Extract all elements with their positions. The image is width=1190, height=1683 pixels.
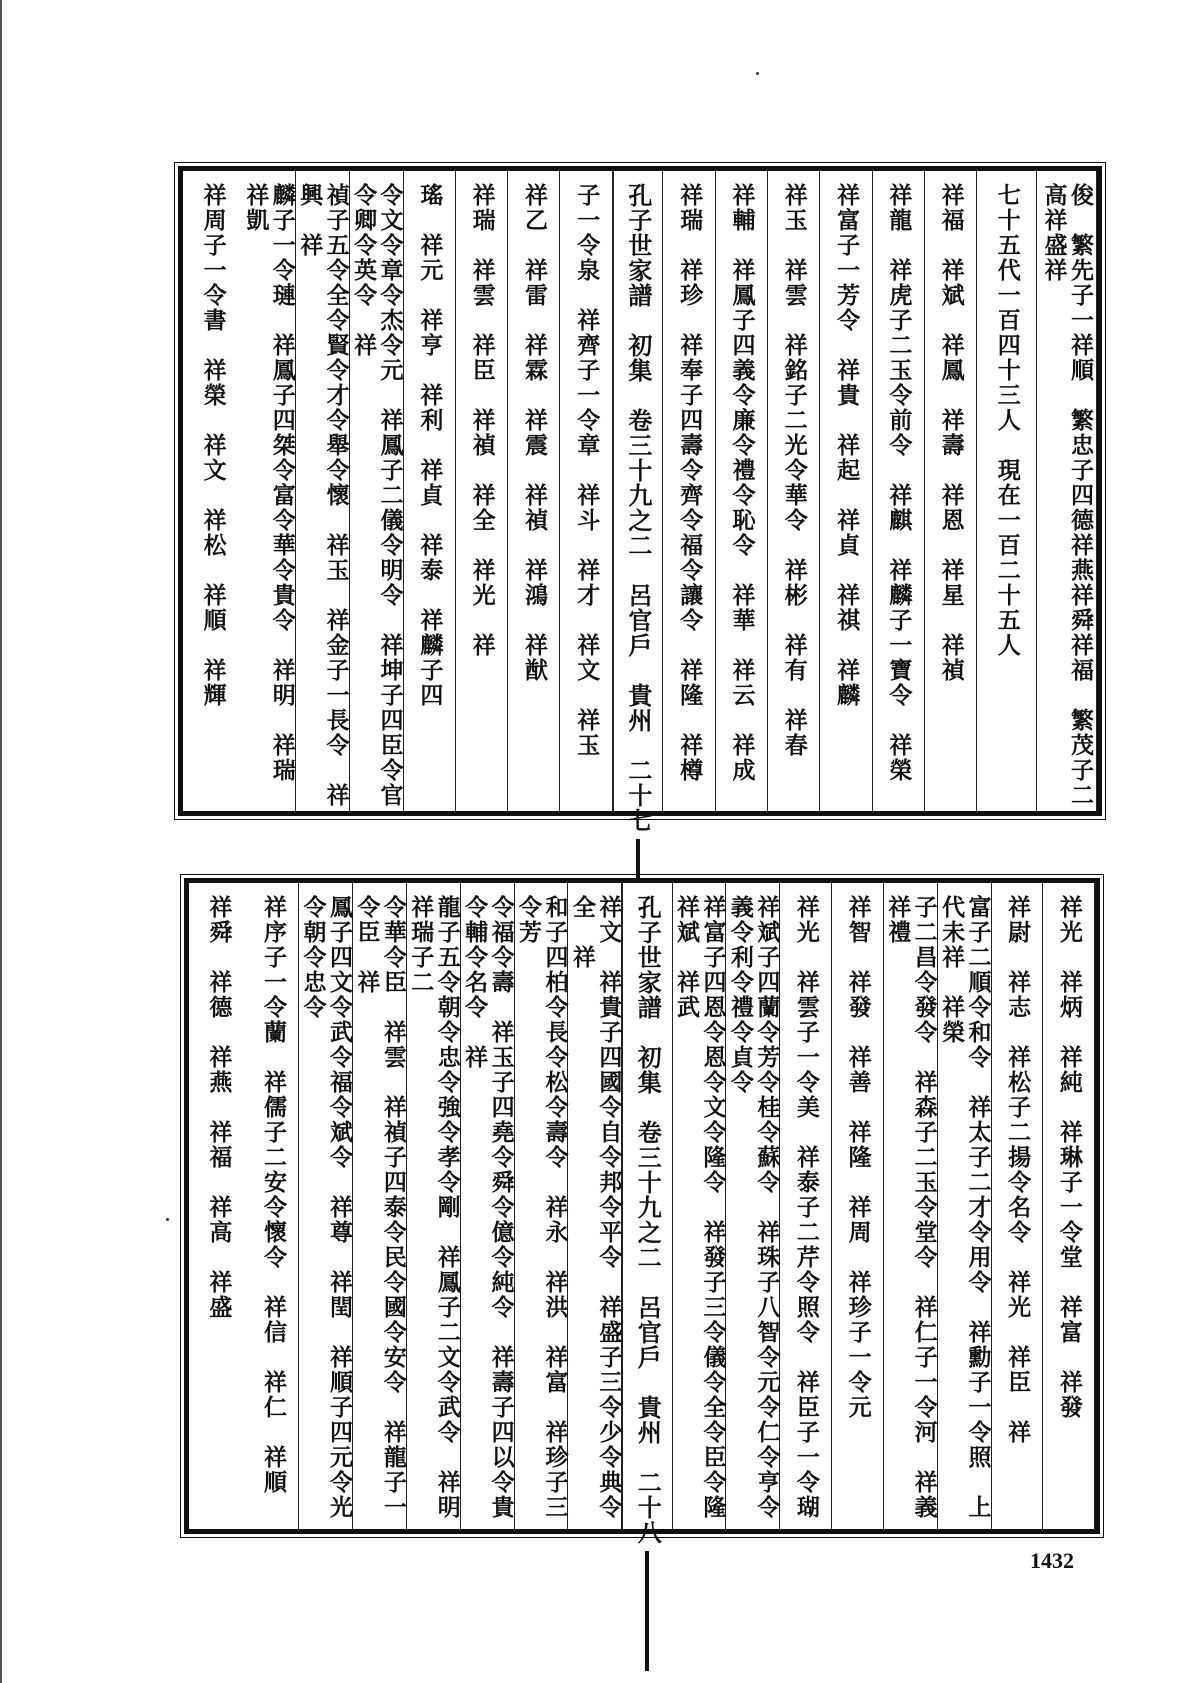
genealogy-page-bottom	[184, 878, 1100, 1545]
text-column: 祥周子一令書 祥榮 祥文 祥松 祥順 祥輝	[199, 183, 227, 708]
text-column: 子二昌令發令 祥森子二玉令堂令 祥仁子一令河 祥義 祥禮	[884, 883, 938, 1529]
center-title-stack: 孔子世家譜 初集 卷三十九之二 呂官戶 貴州 二十八	[634, 895, 662, 1671]
text-column: 祥序子一令蘭 祥儒子二安令懷令 祥信 祥仁 祥順	[247, 883, 299, 1529]
text-column: 祥輔 祥鳳子四義令廉令禮令恥令 祥華 祥云 祥成	[716, 171, 768, 811]
text-column: 龍子五令朝令忠令強令孝令剛 祥鳳子二文令武令 祥明 祥瑞子二	[407, 883, 461, 1529]
text-column: 富子二順令和令 祥太子二才令用令 祥勳子一令照 上代未祥 祥榮	[938, 883, 992, 1529]
text-column: 祥尉 祥志 祥松子二揚令名令 祥光 祥臣 祥	[992, 883, 1044, 1529]
genealogy-page-top	[178, 166, 1102, 833]
text-column: 子一令泉 祥齊子一令章 祥斗 祥才 祥文 祥玉	[560, 171, 612, 811]
text-column: 祥玉 祥雲 祥銘子二光令華令 祥彬 祥有 祥春	[768, 171, 820, 811]
text-column: 祥光 祥雲子一令美 祥泰子二芹令照令 祥臣子一令瑚	[780, 883, 832, 1529]
text-column: 祥福 祥斌 祥鳳 祥壽 祥恩 祥星 祥禎	[925, 171, 977, 811]
text-column: 祥瑞 祥雲 祥臣 祥禎 祥全 祥光 祥	[456, 171, 508, 811]
text-column: 鳳子四文令武令福令斌令 祥尊 祥閏 祥順子四元令光令朝令忠令	[299, 883, 353, 1529]
text-column: 祥斌子四蘭令芳令桂令蘇令 祥珠子八智令元令仁令亨令義令利令禮令貞令	[726, 883, 780, 1529]
text-column: 瑤 祥元 祥亨 祥利 祥貞 祥泰 祥麟子四	[404, 171, 456, 811]
text-column: 祥文 祥貴子四國令自令邦令平令 祥盛子三令少令典令全 祥	[568, 883, 622, 1529]
text-column: 祥智 祥發 祥善 祥隆 祥周 祥珍子一令元	[832, 883, 884, 1529]
text-column: 祥富子四恩令恩令文令隆令 祥發子三令儀令全令臣令隆 祥斌 祥武	[673, 883, 727, 1529]
center-title-column	[622, 883, 672, 1545]
scan-edge	[0, 0, 2, 1683]
text-column: 令文令章令杰令元 祥鳳子二儀令明令 祥坤子四臣令官令卿令英令 祥	[350, 171, 404, 811]
text-column: 祥富子一芳令 祥貴 祥起 祥貞 祥祺 祥麟	[820, 171, 872, 811]
text-column: 令華令臣 祥雲 祥禎子四泰令民令國令安令 祥龍子一令臣 祥	[353, 883, 407, 1529]
center-title-stack: 孔子世家譜 初集 卷三十九之二 呂官戶 貴州 二十七	[624, 183, 652, 959]
column-grid	[189, 883, 1095, 1545]
text-column: 祥舜 祥德 祥燕 祥福 祥高 祥盛	[205, 895, 233, 1320]
text-column: 令福令壽 祥玉子四堯令舜令億令純令 祥壽子四以令貴令輔令名令 祥	[461, 883, 515, 1529]
column-grid	[183, 171, 1097, 833]
page-number: 1432	[1030, 1548, 1074, 1573]
generation-header-column: 七十五代一百四十三人 現在一百二十五人	[977, 171, 1037, 811]
text-column: 祥光 祥炳 祥純 祥琳子一令堂 祥富 祥發	[1043, 883, 1095, 1529]
center-rule	[645, 1551, 649, 1671]
text-column: 和子四柏令長令松令壽令 祥永 祥洪 祥富 祥珍子三令芳	[515, 883, 569, 1529]
text-column: 祥瑞 祥珍 祥奉子四壽令齊令福令讓令 祥隆 祥樽	[663, 171, 715, 811]
text-column: 俊 繁先子一祥順 繁忠子四德祥燕祥舜祥福 繁茂子二高祥盛祥	[1037, 171, 1097, 811]
center-title-column	[613, 171, 664, 833]
scan-speck	[166, 1218, 169, 1221]
text-column: 祥龍 祥虎子二玉令前令 祥麒 祥麟子一寶令 祥榮	[873, 171, 925, 811]
scan-speck	[756, 72, 759, 75]
text-column: 麟子一令璉 祥鳳子四桀令富令華令貴令 祥明 祥瑞 祥凱	[242, 171, 296, 811]
text-column: 禎子五令全令賢令才令舉令懷 祥玉 祥金子一長令 祥興 祥	[296, 171, 350, 811]
text-column: 祥乙 祥雷 祥霖 祥震 祥禎 祥鴻 祥猷	[508, 171, 560, 811]
